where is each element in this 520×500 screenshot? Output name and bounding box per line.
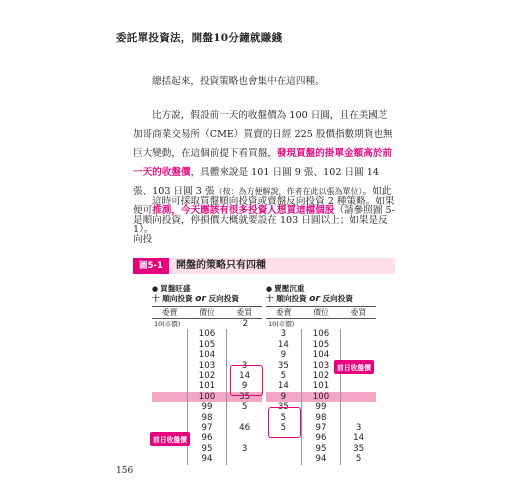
panel-left-sub-or: or — [195, 294, 206, 304]
bid-cell — [227, 454, 262, 464]
ask-cell — [152, 371, 187, 381]
panel-right-sub-or: or — [309, 294, 320, 304]
bid-cell — [341, 329, 376, 339]
price-cell: 95 — [187, 444, 226, 454]
ask-cell: 5 — [280, 371, 287, 382]
order-book-right — [266, 306, 376, 465]
bullet-icon: ● — [152, 285, 159, 293]
page-number: 156 — [116, 466, 134, 476]
bid-cell: 35 — [227, 392, 262, 402]
ask-cell — [152, 361, 187, 371]
panel-left-sub-a: 十 順向投資 — [152, 294, 193, 303]
price-cell: 95 — [301, 444, 340, 454]
col-ask: 委賣 — [152, 307, 187, 319]
bid-cell: 46 — [239, 423, 251, 434]
ask-cell: 35 — [277, 360, 289, 371]
ask-cell — [152, 381, 187, 391]
paragraph-example-text-a: 比方說，假設前一天的收盤價為 100 日圓，且在美國芝加哥商業交易所（CME）買賣的日經 225 股價指數期貨也無巨大變動，在這個前提下看買盤， — [133, 110, 393, 159]
order-book-row — [266, 329, 376, 339]
bid-cell: 5 — [241, 402, 248, 413]
panel-right-sub-a: 十 順向投資 — [266, 294, 307, 303]
col-price: 價位 — [187, 307, 226, 319]
bid-cell — [227, 413, 262, 423]
price-cell: 105 — [187, 340, 226, 350]
order-book-row — [152, 402, 262, 412]
highlight-box-bids — [230, 365, 263, 396]
order-book-row — [152, 454, 262, 464]
order-book-row — [152, 350, 262, 360]
price-cell: 94 — [301, 454, 340, 464]
panel-right-subheading — [266, 294, 353, 304]
col-bid: 委買 — [341, 307, 376, 319]
market-order-row — [266, 319, 341, 330]
price-cell: 99 — [187, 402, 226, 412]
panel-heavy-asks — [266, 284, 371, 465]
price-cell: 102 — [187, 371, 226, 381]
price-cell: 98 — [301, 413, 340, 423]
bid-cell: 3 — [241, 360, 248, 371]
paragraph-intro — [133, 72, 395, 91]
callout-prev-close-right: 前日收盤價 — [334, 360, 374, 374]
bid-cell: 35 — [353, 443, 365, 454]
bid-cell: 14 — [239, 371, 251, 382]
bid-cell — [227, 433, 262, 443]
price-cell: 106 — [301, 329, 340, 339]
order-book-row — [266, 381, 376, 391]
bid-cell — [341, 392, 376, 402]
paragraph-example-text-d: （請參照圖 5-1）。 — [133, 205, 395, 235]
bid-cell — [227, 329, 262, 339]
order-book-row — [266, 340, 376, 350]
col-price: 價位 — [301, 307, 340, 319]
ask-cell — [152, 329, 187, 339]
panel-strong-bids — [152, 284, 253, 465]
col-bid: 委買 — [227, 307, 262, 319]
market-order-row — [152, 319, 227, 330]
price-cell: 96 — [187, 433, 226, 443]
ask-cell: 5 — [280, 412, 287, 423]
price-cell: 101 — [301, 381, 340, 391]
author-note: （按：為方便解說，作者在此以張為單位） — [214, 187, 363, 196]
price-cell: 97 — [301, 423, 340, 433]
price-cell: 103 — [301, 361, 340, 371]
paragraph-example-text-c: 。如此便可 — [133, 186, 392, 216]
ask-cell — [266, 444, 301, 454]
bid-cell — [227, 350, 262, 360]
bid-cell — [341, 402, 376, 412]
price-cell: 104 — [301, 350, 340, 360]
ask-cell: 5 — [280, 423, 287, 434]
ask-cell: 35 — [277, 402, 289, 413]
price-cell: 94 — [187, 454, 226, 464]
ask-cell — [152, 454, 187, 464]
ask-cell — [152, 413, 187, 423]
ask-cell: 14 — [277, 381, 289, 392]
price-cell: 100 — [301, 392, 340, 402]
highlight-box-asks — [268, 407, 301, 438]
order-book-row — [266, 392, 376, 402]
ask-cell — [152, 402, 187, 412]
highlight-inference: 推測，今天應該有很多投資人想買這檔個股 — [152, 205, 335, 216]
bid-cell: 3 — [241, 443, 248, 454]
price-cell: 99 — [301, 402, 340, 412]
market-order-label: 10(市價) — [154, 320, 181, 328]
price-cell: 106 — [187, 329, 226, 339]
price-cell: 97 — [187, 423, 226, 433]
price-cell: 98 — [187, 413, 226, 423]
bid-cell — [227, 340, 262, 350]
figure-tag: 圖5-1 — [133, 258, 169, 274]
running-head: 委託單投資法，開盤10分鐘就賺錢 — [116, 32, 283, 44]
market-order-value — [341, 319, 376, 330]
bid-cell — [341, 381, 376, 391]
ask-cell: 9 — [280, 350, 287, 361]
ask-cell: 14 — [277, 339, 289, 350]
panel-right-heading — [266, 284, 353, 294]
market-order-label: 10(市價) — [268, 320, 295, 328]
price-cell: 104 — [187, 350, 226, 360]
bid-cell: 5 — [355, 454, 362, 465]
price-cell: 102 — [301, 371, 340, 381]
paragraph-example-text-b: ，具體來說是 101 日圓 9 張、102 日圓 14 張、103 日圓 3 張 — [133, 167, 379, 197]
ask-cell: 9 — [266, 392, 301, 402]
ask-cell — [152, 350, 187, 360]
col-ask: 委賣 — [266, 307, 301, 319]
panel-left-heading — [152, 284, 239, 294]
callout-prev-close-left: 前日收盤價 — [150, 432, 190, 446]
paragraph-intro-text: 總括起來，投資策略也會集中在這四種。 — [152, 76, 325, 87]
bid-cell — [341, 340, 376, 350]
highlight-bid-above-close: 發現買盤的掛單金額高於前一天的收盤價 — [133, 148, 393, 178]
order-book-row — [266, 444, 376, 454]
bid-cell: 14 — [353, 433, 365, 444]
bid-cell: 3 — [355, 423, 362, 434]
panel-right-title: 賣壓沉重 — [274, 284, 305, 293]
panel-left-title: 買盤旺盛 — [160, 284, 191, 293]
ask-cell — [152, 340, 187, 350]
panel-right-sub-b: 反向投資 — [322, 294, 353, 303]
order-book-row — [152, 329, 262, 339]
order-book-row — [152, 340, 262, 350]
figure-title: 開盤的策略只有四種 — [176, 260, 266, 271]
bullet-icon: ● — [266, 285, 273, 293]
paragraph-strategy — [133, 192, 395, 249]
bid-cell — [341, 413, 376, 423]
price-cell: 101 — [187, 381, 226, 391]
ask-cell: 3 — [280, 329, 287, 340]
price-cell: 105 — [301, 340, 340, 350]
price-cell: 96 — [301, 433, 340, 443]
price-cell: 103 — [187, 361, 226, 371]
panel-left-subheading — [152, 294, 239, 304]
market-order-value: 2 — [242, 319, 249, 329]
bid-cell: 9 — [241, 381, 248, 392]
panel-left-sub-b: 反向投資 — [208, 294, 239, 303]
price-cell: 100 — [187, 392, 226, 402]
ask-cell — [152, 392, 187, 402]
ask-cell — [266, 454, 301, 464]
order-book-row — [152, 413, 262, 423]
order-book-row — [266, 454, 376, 464]
paragraph-strategy-text: 這時可採取買盤順向投資或賣盤反向投資 2 種策略。如果是順向投資，停損價大概就要設在 103 日圓以上；如果是反向投 — [133, 196, 395, 245]
